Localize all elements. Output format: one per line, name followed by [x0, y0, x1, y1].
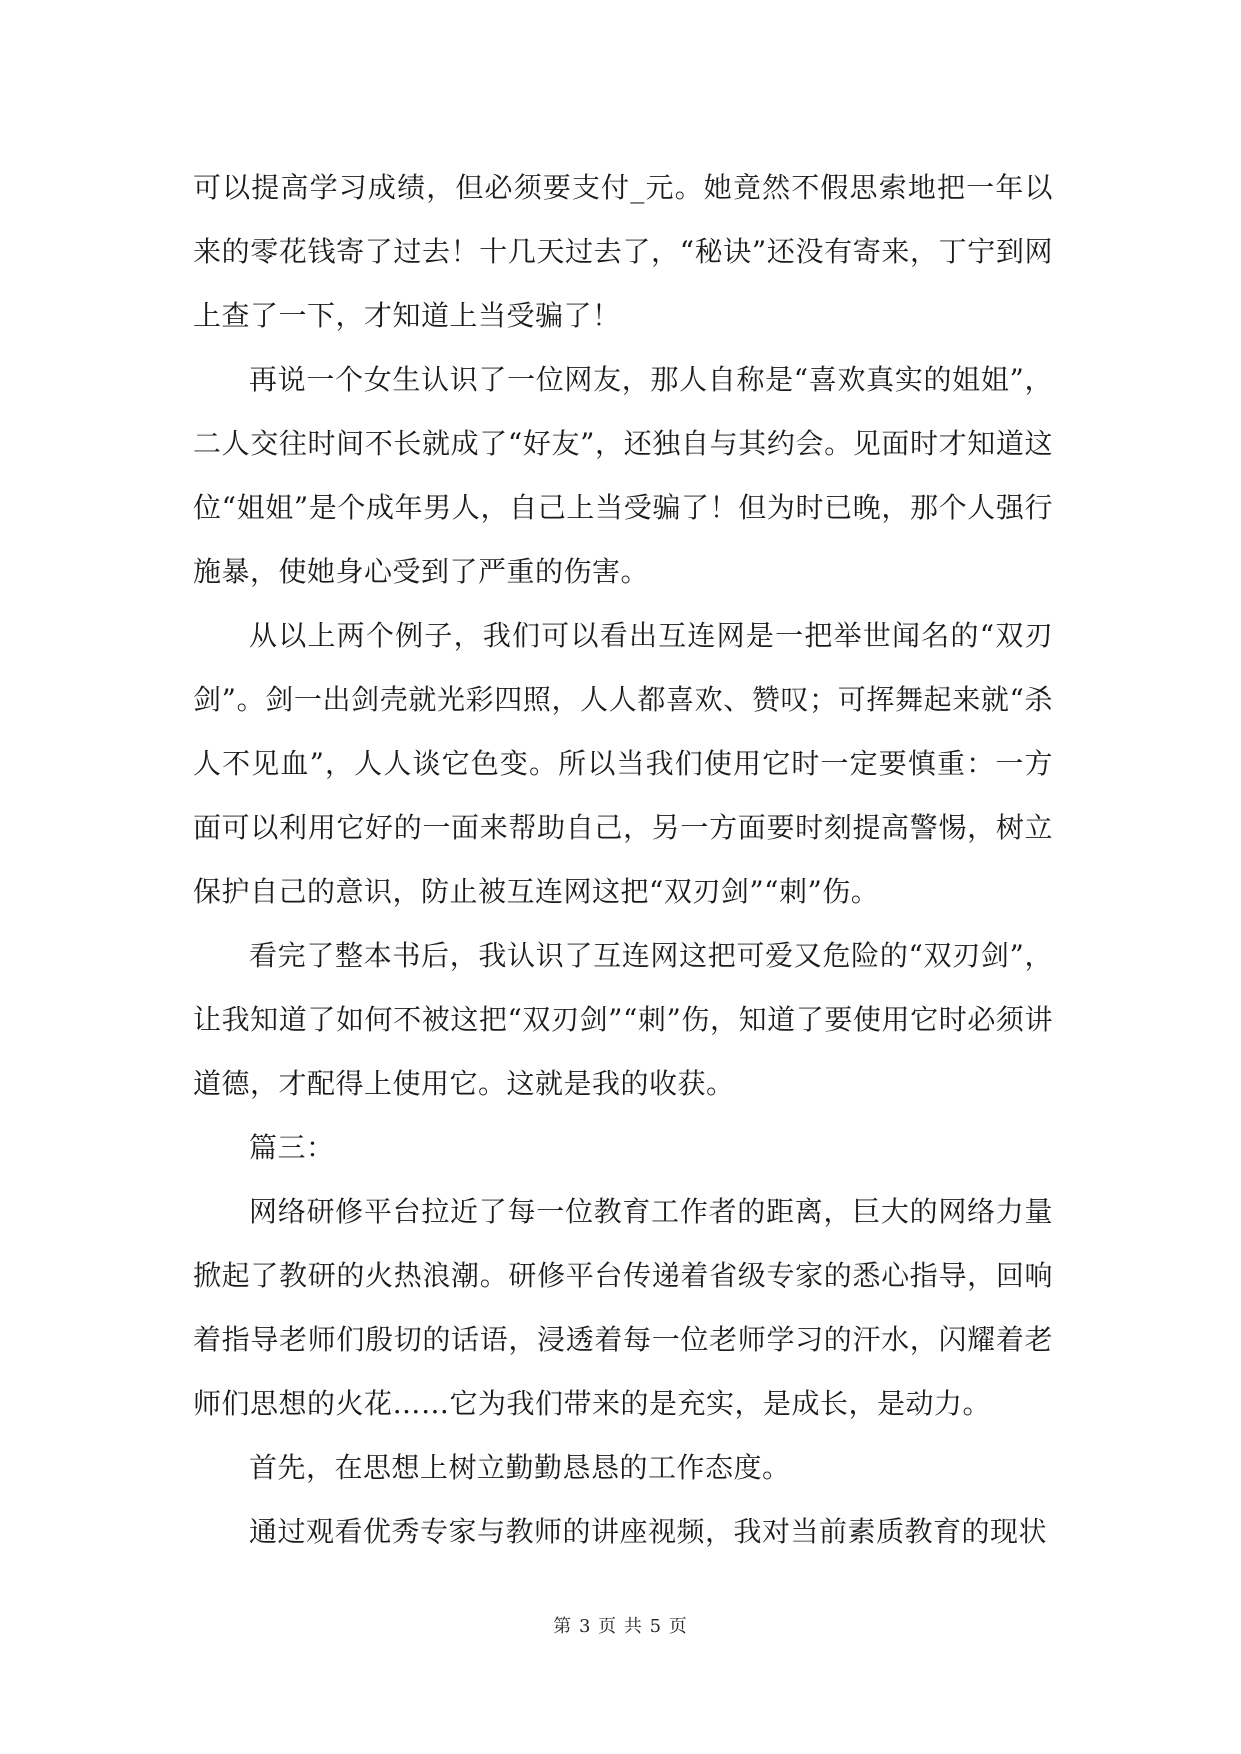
paragraph-4: 看完了整本书后，我认识了互连网这把可爱又危险的“双刃剑”，让我知道了如何不被这把“双刃剑”“刺”伤，知道了要使用它时必须讲道德，才配得上使用它。这就是我的收获。	[193, 939, 1053, 1100]
page-number-footer: 第 3 页 共 5 页	[553, 1616, 688, 1637]
paragraph-3: 从以上两个例子，我们可以看出互连网是一把举世闻名的“双刃剑”。剑一出剑壳就光彩四照，人人都喜欢、赞叹；可挥舞起来就“杀人不见血”，人人谈它色变。所以当我们使用它时一定要慎重：一方面可以利用它好的一面来帮助自己，另一方面要时刻提高警惕，树立保护自己的意识，防止被互连网这把“双刃剑”“刺”伤。	[193, 619, 1053, 908]
paragraph-5: 网络研修平台拉近了每一位教育工作者的距离，巨大的网络力量掀起了教研的火热浪潮。研修平台传递着省级专家的悉心指导，回响着指导老师们殷切的话语，浸透着每一位老师学习的汗水，闪耀着老师们思想的火花……它为我们带来的是充实，是成长，是动力。	[193, 1195, 1053, 1420]
paragraph-2: 再说一个女生认识了一位网友，那人自称是“喜欢真实的姐姐”，二人交往时间不长就成了“好友”，还独自与其约会。见面时才知道这位“姐姐”是个成年男人，自己上当受骗了！但为时已晚，那个人强行施暴，使她身心受到了严重的伤害。	[193, 363, 1053, 588]
section-heading: 篇三：	[249, 1131, 335, 1164]
paragraph-7: 通过观看优秀专家与教师的讲座视频，我对当前素质教育的现状	[249, 1515, 1048, 1548]
paragraph-6: 首先，在思想上树立勤勤恳恳的工作态度。	[249, 1451, 791, 1484]
paragraph-1: 可以提高学习成绩，但必须要支付_元。她竟然不假思索地把一年以来的零花钱寄了过去！十几天过去了，“秘诀”还没有寄来，丁宁到网上查了一下，才知道上当受骗了！	[193, 171, 1053, 332]
document-body	[193, 156, 1053, 1564]
